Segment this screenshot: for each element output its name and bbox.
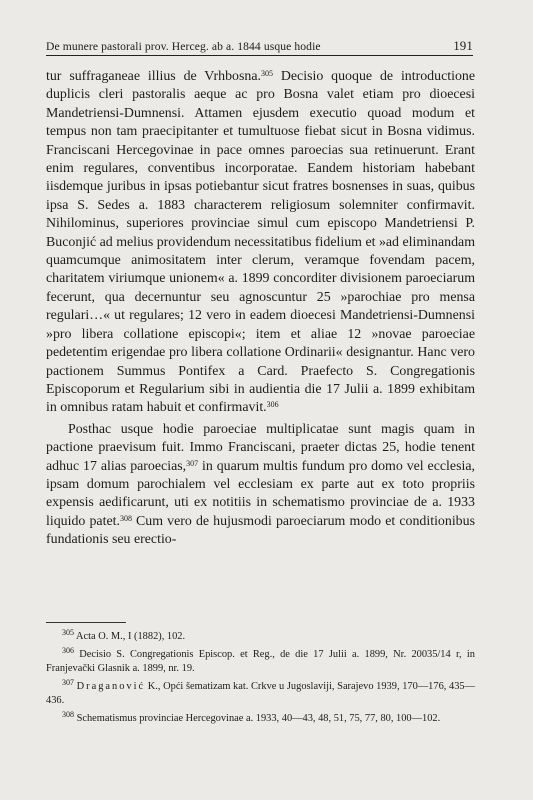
footnote-ref-308: 308 — [119, 513, 132, 523]
paragraph-2 — [46, 421, 475, 550]
running-header — [46, 38, 473, 54]
p1-text-b: Decisio quoque de introductione duplicis cleri pastoralis aeque ac pro Bosna valet etiam pro dioecesi Mandetriensi-Dumnensi. Attamen ejusdem executio quoad modum et tempus non tam praecipitanter et tumultuose fiebat sicut in Bosna vidimus. Franciscani Hercegovinae in pace omnes paroecias sua retinuerunt. Erant enim regulares, conventibus incorporatae. Eandem historiam habebant iisdemque juribus in ipsas potiebantur sicut fratres bosnenses in suas, quibus ipsa S. Sedes a. 1883 characterem religiosum solemniter confirmavit. Nihilominus, superiores provinciae simul cum episcopo Mandetriensi P. Buconjić ad melius providendum necessitatibus fidelium et »ad eliminandam quamcumque animositatem inter clerum, veramque fovendam pacem, charitatem viriumque unionem« a. 1899 concorditer divisionem paroeciarum fecerunt, qua decernuntur seu agnoscuntur 25 »parochiae pro mensa regulari…« ut regulares; 12 vero in eadem dioecesi Mandetriensi-Dumnensi »pro libera collatione episcopi«; item et aliae 12 »novae paroeciae pedetentim erigendae pro libera collatione Ordinarii« designantur. Hanc vero pactionem Summus Pontifex a Card. Praefecto S. Congregationis Episcoporum et Regularium sibi in audientia die 17 Julii a. 1899 exhibitam in omnibus ratam habuit et confirmavit. — [46, 69, 476, 416]
running-title: De munere pastorali prov. Herceg. ab a. 1844 usque hodie — [46, 40, 321, 53]
footnote — [46, 630, 475, 645]
p1-text-a: tur suffraganeae illius de Vrhbosna. — [46, 69, 261, 84]
footnote-text: K., Opći šematizam kat. Crkve u Jugoslaviji, Sarajevo 1939, 170—176, 435—436. — [46, 680, 475, 707]
footnote-number: 308 — [62, 709, 74, 719]
footnote-ref-305: 305 — [260, 69, 273, 78]
footnotes — [46, 630, 475, 730]
p2-text-a: Posthac usque hodie paroeciae multiplicatae sunt magis quam in pactione praevisum fuit. Immo Franciscani, praeter dictas 25, hodie tenent adhuc 17 alias paroecias, — [46, 421, 475, 474]
footnote-text: Schematismus provinciae Hercegovinae a. 1933, 40—43, 48, 51, 75, 77, 80, 100—102. — [74, 712, 441, 724]
footnote-text: Decisio S. Congregationis Episcop. et Reg., de die 17 Julii a. 1899, Nr. 20035/14 r, in Franjevački Glasnik a. 1899, nr. 19. — [46, 648, 475, 675]
footnote-number: 305 — [62, 628, 74, 637]
footnote — [46, 677, 475, 709]
p2-text-c: Cum vero de hujusmodi paroeciarum modo et conditionibus fundationis seu erectio- — [46, 513, 475, 548]
footnote-number: 307 — [62, 677, 74, 687]
footnote — [46, 709, 475, 727]
footnote — [46, 645, 475, 677]
footnote-rule — [46, 622, 126, 623]
header-rule — [46, 55, 473, 56]
p2-text-b: in quarum multis fundum pro domo vel ecclesia, ipsam domum parochialem vel ecclesiam ex parte aut ex toto propriis expensis aedificarunt, uti ex notitiis in schematismo provinciae de a. 1933 liquido patet. — [46, 458, 475, 529]
page-number: 191 — [453, 38, 473, 53]
footnote-text: Acta O. M., I (1882), 102. — [74, 631, 186, 642]
footnote-number: 306 — [62, 645, 74, 655]
footnote-ref-306: 306 — [266, 400, 279, 410]
main-text — [46, 68, 475, 550]
footnote-author: Draganović — [76, 680, 146, 692]
paragraph-1 — [46, 68, 475, 418]
footnote-ref-307: 307 — [186, 458, 199, 468]
